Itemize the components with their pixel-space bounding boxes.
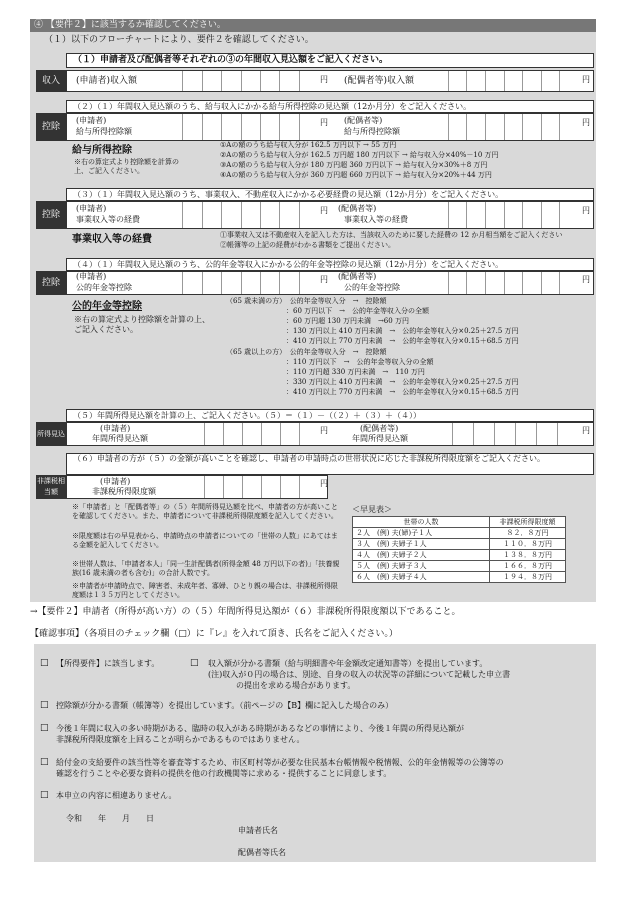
s6-tag: 非課税相当額 xyxy=(36,475,66,499)
confirm-checkbox[interactable]: □ xyxy=(40,757,49,767)
spouse-label: (配偶者等) xyxy=(338,204,377,213)
under65-head: （65 歳未満の方） 公的年金等収入分 → 控除額 xyxy=(226,297,387,305)
applicant-label: (申請者) xyxy=(76,272,107,281)
applicant-salary-deduction-field[interactable] xyxy=(164,114,318,140)
spouse-salary-deduction-field[interactable] xyxy=(430,114,578,140)
s6-head: （６）申請者の方が（５）の金額が高いことを確認し、申請者の申請時点の世帯状況に応じた非課税所得限度額をご記入ください。 xyxy=(66,453,594,475)
household-cell: ４人 (例) 夫婦子２人 xyxy=(353,550,490,561)
requirement-conclusion: →【要件２】申請者（所得が高い方）の（５）年間所得見込額が（６）非課税所得限度額以下であること。 xyxy=(30,607,461,617)
applicant-name-label: 申請者氏名 xyxy=(238,826,278,835)
salary-deduction-label: 給与所得控除額 xyxy=(344,127,400,136)
household-cell: ２人 (例) 夫(婦)子１人 xyxy=(353,528,490,539)
table-row xyxy=(353,572,566,583)
business-expense-label: 事業収入等の経費 xyxy=(76,215,140,224)
spouse-annual-income-field[interactable] xyxy=(432,423,578,445)
date-field[interactable]: 令和 年 月 日 xyxy=(66,814,154,823)
salary-deduction-label: 給与所得控除額 xyxy=(76,127,132,136)
confirm-item: 本申立の内容に相違ありません。 xyxy=(56,791,177,800)
confirm-item: 非課税所得限度額を上回ることが明らかであるものではありません。 xyxy=(56,735,305,744)
confirm-checkbox[interactable]: □ xyxy=(40,723,49,733)
s4-tag: 控除 xyxy=(36,271,66,295)
s6-note: ※「申請者」と「配偶者等」の（５）年間所得見込額を比べ、申請者の方が高いことを確認してください。また、申請者について非課税所得限度額を記入してください。 xyxy=(72,503,338,520)
yen-unit: 円 xyxy=(582,75,590,84)
pension-formula: ：130 万円以上 410 万円未満 → 公的年金等収入分×0.25＋27.5 万円 xyxy=(286,327,519,335)
confirm-item: 今後１年間に収入の多い時期がある、臨時の収入がある時期があるなどの事情により、今後１年間の所得見込額が xyxy=(56,724,464,733)
applicant-business-expense-field[interactable] xyxy=(164,202,318,228)
spouse-pension-deduction-field[interactable] xyxy=(430,272,578,294)
confirm-item: の提出を求める場合があります。 xyxy=(236,681,356,690)
applicant-income-label: (申請者)収入額 xyxy=(76,76,138,86)
spouse-income-label: (配偶者等)収入額 xyxy=(344,76,415,86)
s6-note: ※限度額は右の早見表から、申請時点の申請者についての「世帯の人数」にあてはまる金額を記入してください。 xyxy=(72,532,338,549)
yen-unit: 円 xyxy=(582,118,590,127)
limit-cell: １６６．８万円 xyxy=(490,561,566,572)
annual-income-label: 年間所得見込額 xyxy=(352,434,408,443)
spouse-label: (配偶者等) xyxy=(360,424,399,433)
s1-tag: 収入 xyxy=(36,70,66,92)
applicant-label: (申請者) xyxy=(100,477,131,486)
business-expense-note: ①事業収入又は不動産収入を記入した方は、当該収入のために要した経費の 12 か月相当額をご記入ください xyxy=(220,231,563,239)
s2-tag: 控除 xyxy=(36,113,66,141)
household-cell: ５人 (例) 夫婦子３人 xyxy=(353,561,490,572)
salary-deduction-note: ※右の算定式より控除額を計算の上、ご記入ください。 xyxy=(74,158,179,175)
s5-tag: 所得見込 xyxy=(36,422,66,446)
tax-exempt-limit-field[interactable] xyxy=(186,476,318,498)
table-row xyxy=(353,539,566,550)
applicant-label: (申請者) xyxy=(100,424,131,433)
s3-head: （３）（１）年間収入見込額のうち、事業収入、不動産収入にかかる必要経費の見込額（12か月分）をご記入ください。 xyxy=(66,188,594,201)
annual-income-label: 年間所得見込額 xyxy=(92,434,148,443)
confirm-checkbox[interactable]: □ xyxy=(40,658,49,668)
table-row xyxy=(353,550,566,561)
applicant-income-field[interactable] xyxy=(164,71,318,91)
pension-formula: ：60 万円超 130 万円未満 →60 万円 xyxy=(286,317,409,325)
confirm-checkbox[interactable]: □ xyxy=(40,700,49,710)
pension-formula: ：410 万円以上 770 万円未満 → 公的年金等収入分×0.15＋68.5 万円 xyxy=(286,388,519,396)
s3-tag: 控除 xyxy=(36,201,66,229)
limit-cell: １９４．８万円 xyxy=(490,572,566,583)
formula-line: ④Aの額のうち給与収入分が 360 万円超 660 万円以下 → 給与収入分×20%＋44 万円 xyxy=(220,171,492,179)
pension-formula: ：110 万円超 330 万円未満 → 110 万円 xyxy=(286,368,425,376)
yen-unit: 円 xyxy=(320,426,328,435)
yen-unit: 円 xyxy=(320,118,328,127)
s2-head: （２）（１）年間収入見込額のうち、給与収入にかかる給与所得控除の見込額（12か月分）をご記入ください。 xyxy=(66,100,594,113)
formula-line: ③Aの額のうち給与収入分が 180 万円超 360 万円以下 → 給与収入分×30%＋8 万円 xyxy=(220,161,488,169)
applicant-label: (申請者) xyxy=(76,116,107,125)
confirm-item: 控除額が分かる書類（帳簿等）を提出しています。（前ページの【B】欄に記入した場合のみ） xyxy=(56,701,394,710)
household-cell: ３人 (例) 夫婦子１人 xyxy=(353,539,490,550)
yen-unit: 円 xyxy=(582,206,590,215)
pension-deduction-label: 公的年金等控除 xyxy=(76,283,132,292)
flowchart-intro: （１）以下のフローチャートにより、要件２を確認してください。 xyxy=(44,35,314,45)
yen-unit: 円 xyxy=(320,206,328,215)
column-header: 世帯の人数 xyxy=(353,517,490,528)
yen-unit: 円 xyxy=(582,275,590,284)
s4-head: （４）（１）年間収入見込額のうち、公的年金等収入にかかる公的年金等控除の見込額（12か月分）をご記入ください。 xyxy=(66,258,594,271)
spouse-name-label: 配偶者等氏名 xyxy=(238,848,286,857)
applicant-annual-income-field[interactable] xyxy=(186,423,318,445)
yen-unit: 円 xyxy=(320,479,328,488)
confirm-item: 【所得要件】に該当します。 xyxy=(56,659,160,668)
confirm-head: 【確認事項】（各項目のチェック欄（□）に『レ』を入れて頂き、氏名をご記入ください。） xyxy=(30,629,398,639)
business-expense-note: ②帳簿等の上記の経費がわかる書類をご提出ください。 xyxy=(220,241,395,249)
limit-cell: １１０．８万円 xyxy=(490,539,566,550)
pension-formula: ：330 万円以上 410 万円未満 → 公的年金等収入分×0.25＋27.5 万円 xyxy=(286,378,519,386)
confirm-item: 収入額が分かる書類（給与明細書や年金額改定通知書等）を提出しています。 xyxy=(208,659,488,668)
household-cell: ６人 (例) 夫婦子４人 xyxy=(353,572,490,583)
confirm-item: (注)収入が０円の場合は、別途、自身の収入の状況等の詳細について記載した申立書 xyxy=(208,670,511,679)
formula-line: ②Aの額のうち給与収入分が 162.5 万円超 180 万円以下 → 給与収入分×40%－10 万円 xyxy=(220,151,499,159)
section-header: ④ 【要件２】に該当するか確認してください。 xyxy=(30,19,596,32)
quick-table-title: ＜早見表＞ xyxy=(352,505,392,514)
pension-deduction-label: 公的年金等控除 xyxy=(344,283,400,292)
tax-exempt-limit-label: 非課税所得限度額 xyxy=(92,487,156,496)
spouse-label: (配偶者等) xyxy=(344,116,383,125)
table-header-row xyxy=(353,517,566,528)
spouse-income-field[interactable] xyxy=(430,71,578,91)
business-expense-title: 事業収入等の経費 xyxy=(72,234,152,245)
pension-deduction-title: 公的年金等控除 xyxy=(72,301,142,312)
pension-deduction-note: ※右の算定式より控除額を計算の上、ご記入ください。 xyxy=(74,315,210,334)
s6-note: ※世帯人数は、「申請者本人」「同一生計配偶者(所得金額 48 万円以下の者)」「扶養親族(16 歳未満の者も含む)」の合計人数です。 xyxy=(72,560,340,577)
applicant-label: (申請者) xyxy=(76,204,107,213)
business-expense-label: 事業収入等の経費 xyxy=(344,215,408,224)
limit-cell: ８２．８万円 xyxy=(490,528,566,539)
s5-head: （５）年間所得見込額を計算の上、ご記入ください。（５）＝（１）－（（２）＋（３）＋（４）） xyxy=(66,409,594,422)
s6-note: ※申請者が申請時点で、障害者、未成年者、寡婦、ひとり親の場合は、非課税所得限度額は１３５万円としてください。 xyxy=(72,582,338,599)
pension-formula: ：60 万円以下 → 公的年金等収入分の全額 xyxy=(286,307,429,315)
yen-unit: 円 xyxy=(320,75,328,84)
confirm-item: 給付金の支給要件の該当性等を審査等するため、市区町村等が必要な住民基本台帳情報や税情報、公的年金情報等の公簿等の xyxy=(56,758,504,767)
table-row xyxy=(353,561,566,572)
confirm-checkbox[interactable]: □ xyxy=(190,658,199,668)
confirm-checkbox[interactable]: □ xyxy=(40,790,49,800)
confirm-item: 確認を行うことや必要な資料の提供を他の行政機関等に求める・提供することに同意します。 xyxy=(56,769,392,778)
column-header: 非課税所得限度額 xyxy=(490,517,566,528)
limit-cell: １３８．８万円 xyxy=(490,550,566,561)
formula-line: ①Aの額のうち給与収入分が 162.5 万円以下 → 55 万円 xyxy=(220,141,397,149)
spouse-business-expense-field[interactable] xyxy=(430,202,578,228)
yen-unit: 円 xyxy=(582,426,590,435)
spouse-label: (配偶者等) xyxy=(338,272,377,281)
quick-reference-table xyxy=(352,516,566,583)
yen-unit: 円 xyxy=(320,275,328,284)
pension-formula: ：110 万円以下 → 公的年金等収入分の全額 xyxy=(286,358,434,366)
pension-formula: ：410 万円以上 770 万円未満 → 公的年金等収入分×0.15＋68.5 万円 xyxy=(286,337,519,345)
s1-head: （１）申請者及び配偶者等それぞれの③の年間収入見込額をご記入ください。 xyxy=(66,53,594,68)
salary-deduction-title: 給与所得控除 xyxy=(72,145,132,156)
applicant-pension-deduction-field[interactable] xyxy=(164,272,318,294)
over65-head: （65 歳以上の方） 公的年金等収入分 → 控除額 xyxy=(226,348,387,356)
table-row xyxy=(353,528,566,539)
